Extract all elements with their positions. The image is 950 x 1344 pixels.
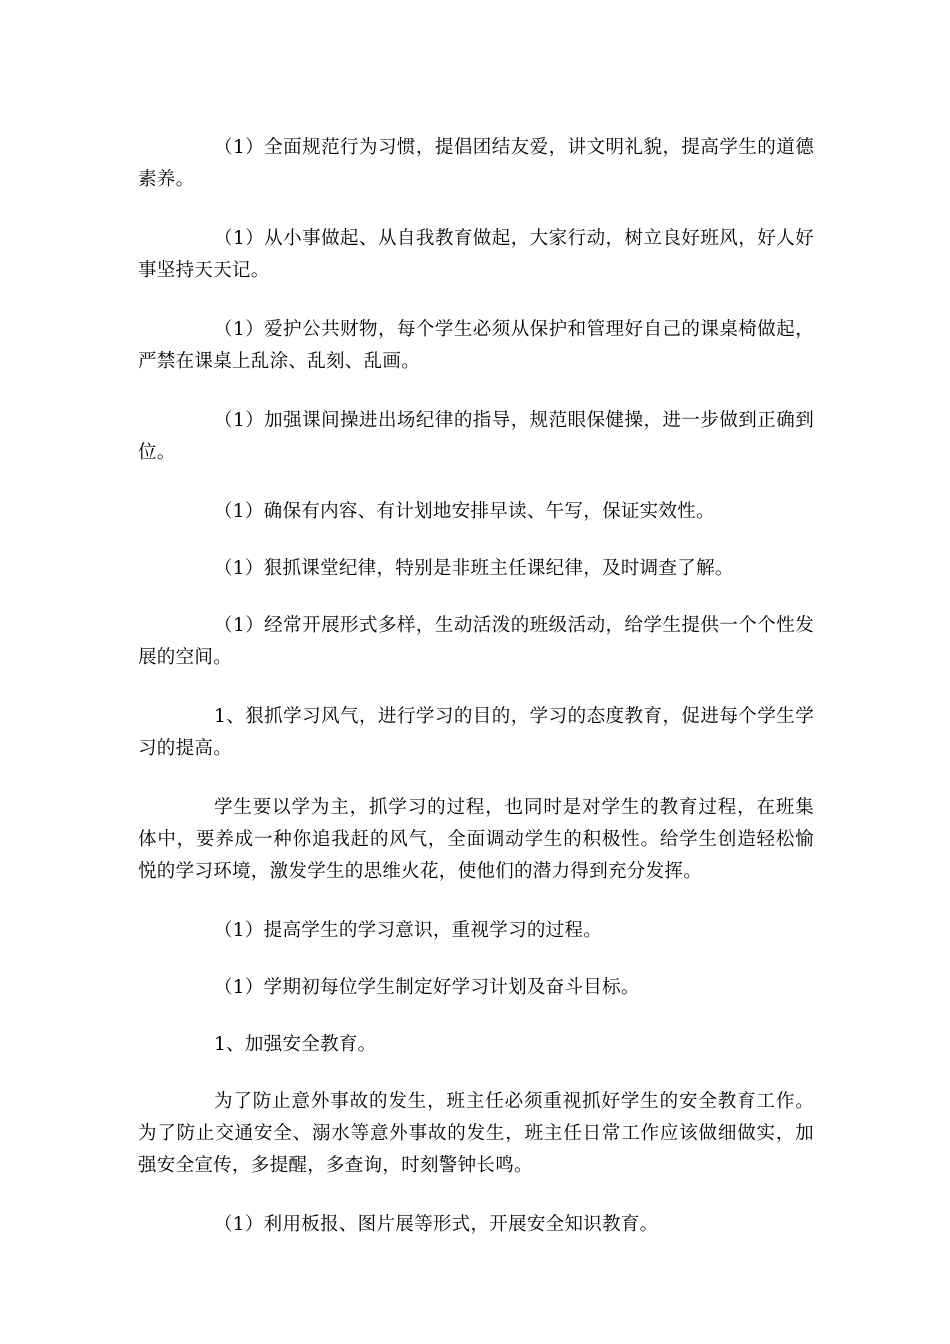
paragraph-8: 1、狠抓学习风气，进行学习的目的，学习的态度教育，促进每个学生学习的提高。 [138, 706, 814, 759]
paragraph-12: 1、加强安全教育。 [214, 1034, 377, 1055]
paragraph-13: 为了防止意外事故的发生，班主任必须重视抓好学生的安全教育工作。为了防止交通安全、溺水等意外事故的发生，班主任日常工作应该做细做实，加强安全宣传，多提醒，多查询，时刻警钟长鸣。 [138, 1091, 814, 1176]
paragraph-3: （1）爱护公共财物，每个学生必须从保护和管理好自己的课桌椅做起，严禁在课桌上乱涂、乱刻、乱画。 [138, 319, 814, 372]
paragraph-7: （1）经常开展形式多样，生动活泼的班级活动，给学生提供一个个性发展的空间。 [138, 615, 814, 668]
document-body [138, 132, 814, 1266]
paragraph-2: （1）从小事做起、从自我教育做起，大家行动，树立良好班风，好人好事坚持天天记。 [138, 228, 814, 281]
paragraph-10: （1）提高学生的学习意识，重视学习的过程。 [214, 920, 603, 941]
paragraph-9: 学生要以学为主，抓学习的过程，也同时是对学生的教育过程，在班集体中，要养成一种你追我赶的风气，全面调动学生的积极性。给学生创造轻松愉悦的学习环境，激发学生的思维火花，使他们的潜力得到充分发挥。 [138, 797, 814, 882]
paragraph-1: （1）全面规范行为习惯，提倡团结友爱，讲文明礼貌，提高学生的道德素养。 [138, 137, 814, 190]
paragraph-11: （1）学期初每位学生制定好学习计划及奋斗目标。 [214, 977, 640, 998]
paragraph-5: （1）确保有内容、有计划地安排早读、午写，保证实效性。 [214, 501, 715, 522]
paragraph-14: （1）利用板报、图片展等形式，开展安全知识教育。 [214, 1214, 659, 1235]
paragraph-4: （1）加强课间操进出场纪律的指导，规范眼保健操，进一步做到正确到位。 [138, 410, 814, 463]
paragraph-6: （1）狠抓课堂纪律，特别是非班主任课纪律，及时调查了解。 [214, 558, 734, 579]
